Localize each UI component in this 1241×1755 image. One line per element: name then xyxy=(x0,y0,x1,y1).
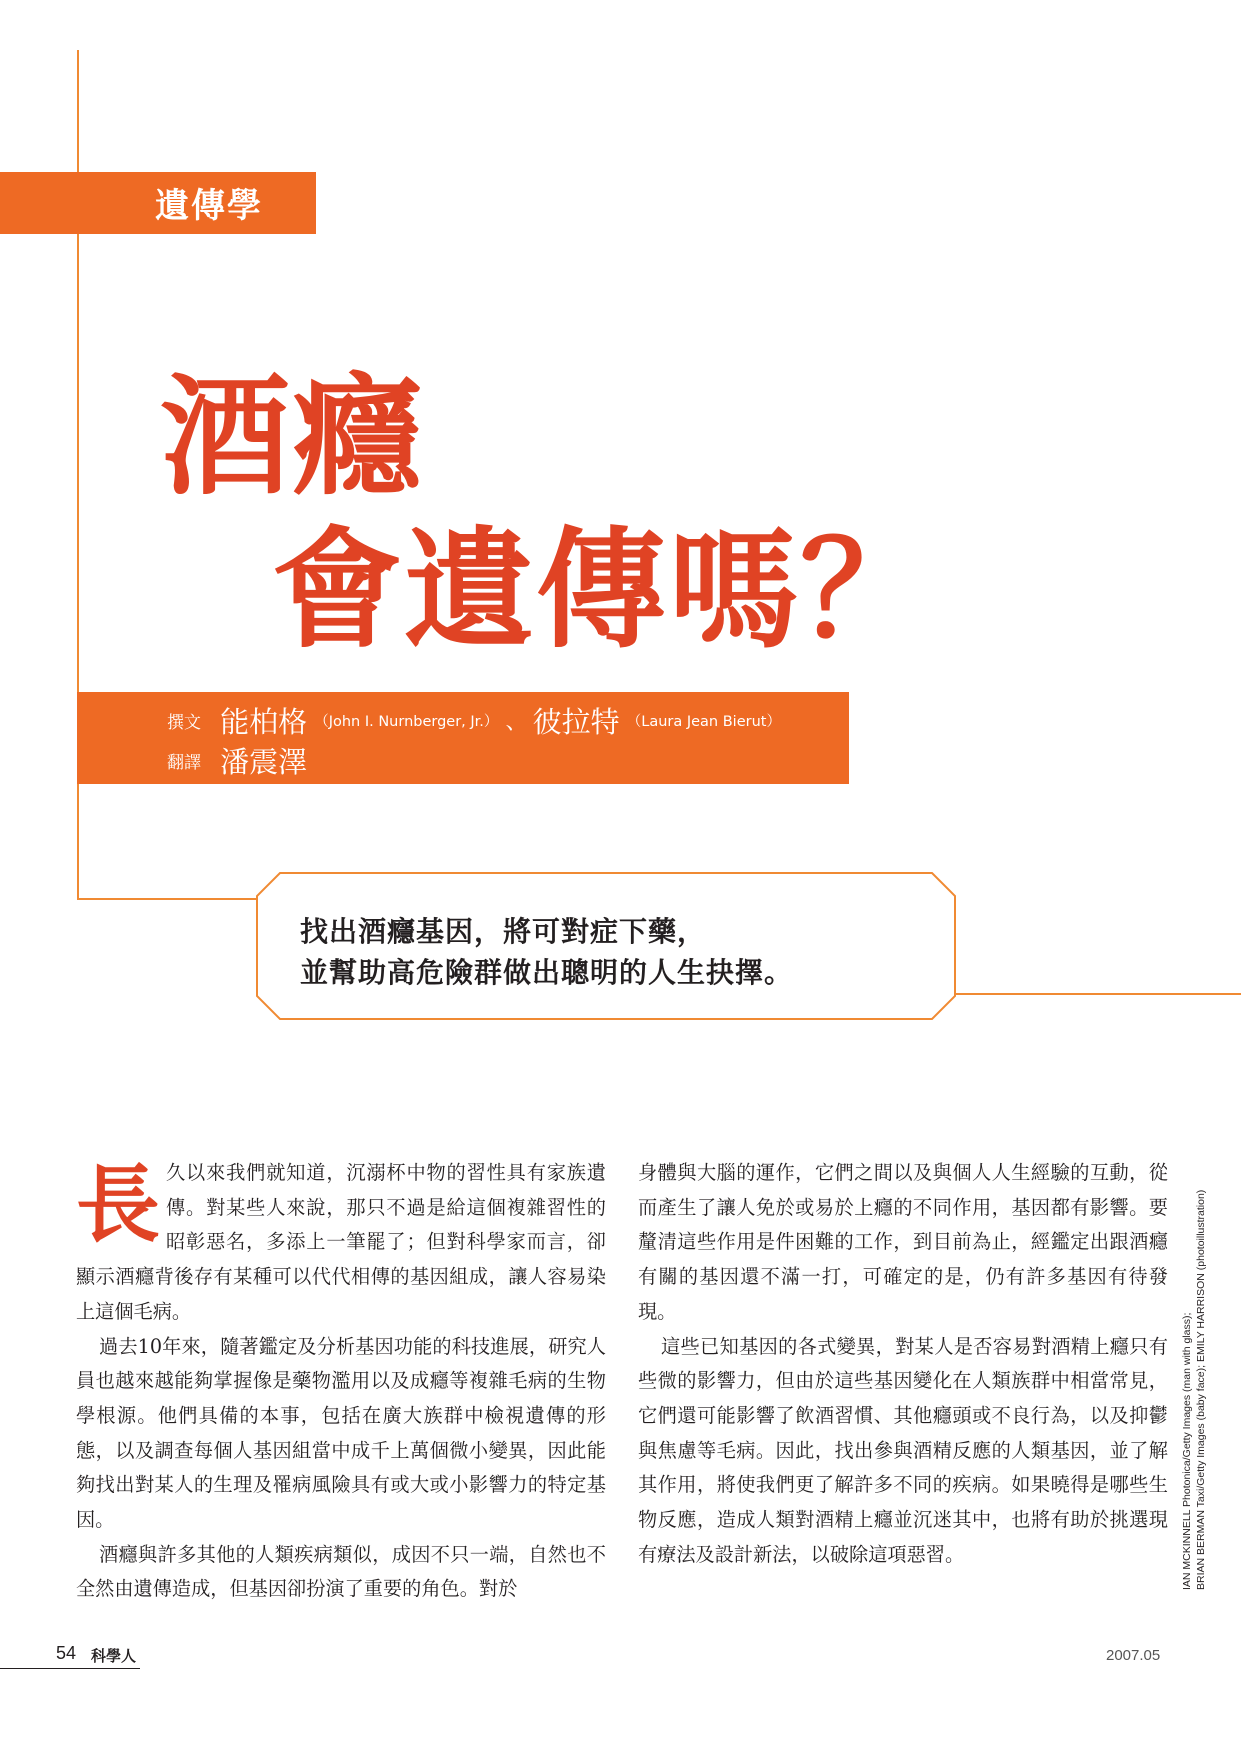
body-paragraph: 過去10年來，隨著鑑定及分析基因功能的科技進展，研究人員也越來越能夠掌握像是藥物濫用以及成癮等複雜毛病的生物學根源。他們具備的本事，包括在廣大族群中檢視遺傳的形態，以及調查每個人基因組當中成千上萬個微小變異，因此能夠找出對某人的生理及罹病風險具有或大或小影響力的特定基因。 xyxy=(76,1334,606,1532)
translator-name: 潘震澤 xyxy=(220,745,308,779)
magazine-name: 科學人 xyxy=(91,1647,137,1665)
body-paragraph: 酒癮與許多其他的人類疾病類似，成因不只一端，自然也不全然由遺傳造成，但基因卻扮演了重要的角色。對於 xyxy=(76,1542,606,1601)
pull-quote-line-1: 找出酒癮基因，將可對症下藥， xyxy=(300,915,707,948)
body-paragraph xyxy=(76,1156,606,1330)
drop-cap: 長 xyxy=(76,1155,161,1254)
article-title-line-2: 會遺傳嗎？ xyxy=(272,514,933,666)
footer-rule xyxy=(0,1668,140,1669)
issue-date: 2007.05 xyxy=(1106,1647,1161,1664)
pull-quote-line-2: 並幫助高危險群做出聰明的人生抉擇。 xyxy=(300,956,794,989)
photo-credit xyxy=(1180,1190,1224,1590)
photo-credit-line-2: BRIAN BERMAN Taxi/Getty Images (baby face); EMILY HARRISON (photoillustration) xyxy=(1195,1189,1207,1590)
author-2-name: 彼拉特 xyxy=(532,705,620,739)
translator-byline xyxy=(167,740,307,781)
author-1-name: 能柏格 xyxy=(220,705,308,739)
section-label: 遺傳學 xyxy=(155,186,263,226)
body-paragraph: 身體與大腦的運作，它們之間以及與個人人生經驗的互動，從而產生了讓人免於或易於上癮的不同作用，基因都有影響。要釐清這些作用是件困難的工作，到目前為止，經鑑定出跟酒癮有關的基因還不滿一打，可確定的是，仍有許多基因有待發現。 xyxy=(638,1161,1168,1323)
paragraph-text: 久以來我們就知道，沉溺杯中物的習性具有家族遺傳。對某些人來說，那只不過是給這個複雜習性的昭彰惡名，多添上一筆罷了；但對科學家而言，卻顯示酒癮背後存有某種可以代代相傳的基因組成，讓人容易染上這個毛病。 xyxy=(76,1161,606,1323)
author-separator: 、 xyxy=(505,710,528,735)
page-number: 54 xyxy=(56,1643,77,1663)
photo-credit-line-1: IAN MCKINNELL Photonica/Getty Images (man with glass); xyxy=(1181,1312,1193,1590)
frame-right-horizontal-line xyxy=(956,993,1241,995)
body-paragraph: 這些已知基因的各式變異，對某人是否容易對酒精上癮只有些微的影響力，但由於這些基因變化在人類族群中相當常見，它們還可能影響了飲酒習慣、其他癮頭或不良行為，以及抑鬱與焦慮等毛病。因此，找出參與酒精反應的人類基因，並了解其作用，將使我們更了解許多不同的疾病。如果曉得是哪些生物反應，造成人類對酒精上癮並沉迷其中，也將有助於挑選現有療法及設計新法，以破除這項惡習。 xyxy=(638,1334,1168,1566)
frame-left-horizontal-line xyxy=(77,898,262,900)
translator-role-label: 翻譯 xyxy=(167,753,201,773)
article-title-line-1: 酒癮 xyxy=(160,361,425,513)
body-column-right xyxy=(638,1156,1168,1572)
author-role-label: 撰文 xyxy=(167,713,201,733)
body-column-left xyxy=(76,1156,606,1607)
author-2-english-name: （Laura Jean Bierut） xyxy=(626,714,781,730)
author-byline xyxy=(167,700,783,741)
author-1-english-name: （John I. Nurnberger, Jr.） xyxy=(314,714,499,730)
